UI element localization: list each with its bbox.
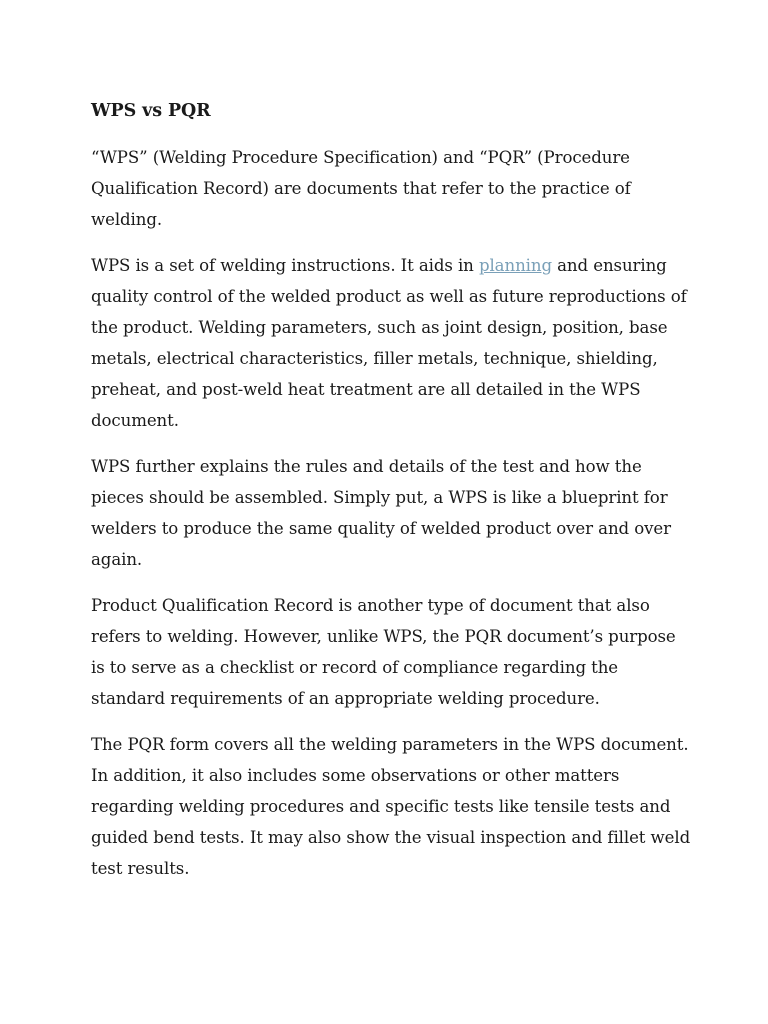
planning-link[interactable]: planning: [478, 256, 552, 275]
paragraph-wps-rules: WPS further explains the rules and details of the test and how the pieces should be assembled. Simply put, a WPS is like a blueprint for welders to produce the same quality of welded product over and over again.: [91, 457, 671, 569]
document-body: [91, 96, 691, 899]
paragraph-wps-definition-start: WPS is a set of welding instructions. It aids in: [91, 256, 479, 275]
document-title: WPS vs PQR: [91, 101, 211, 121]
paragraph-intro: “WPS” (Welding Procedure Specification) and “PQR” (Procedure Qualification Record) are documents that refer to the practice of welding.: [91, 148, 631, 229]
paragraph-pqr-definition: Product Qualification Record is another type of document that also refers to welding. However, unlike WPS, the PQR document’s purpose is to serve as a checklist or record of compliance regarding the standard requirements of an appropriate welding procedure.: [91, 596, 676, 708]
paragraph-pqr-form: The PQR form covers all the welding parameters in the WPS document. In addition, it also includes some observations or other matters regarding welding procedures and specific tests like tensile tests and guided bend tests. It may also show the visual inspection and fillet weld test results.: [91, 735, 691, 878]
paragraph-wps-definition-end: and ensuring quality control of the welded product as well as future reproductions of the product. Welding parameters, such as joint design, position, base metals, electrical characteristics, filler metals, technique, shielding, preheat, and post-weld heat treatment are all detailed in the WPS document.: [91, 256, 687, 430]
paragraph-wps-definition: [91, 250, 691, 436]
